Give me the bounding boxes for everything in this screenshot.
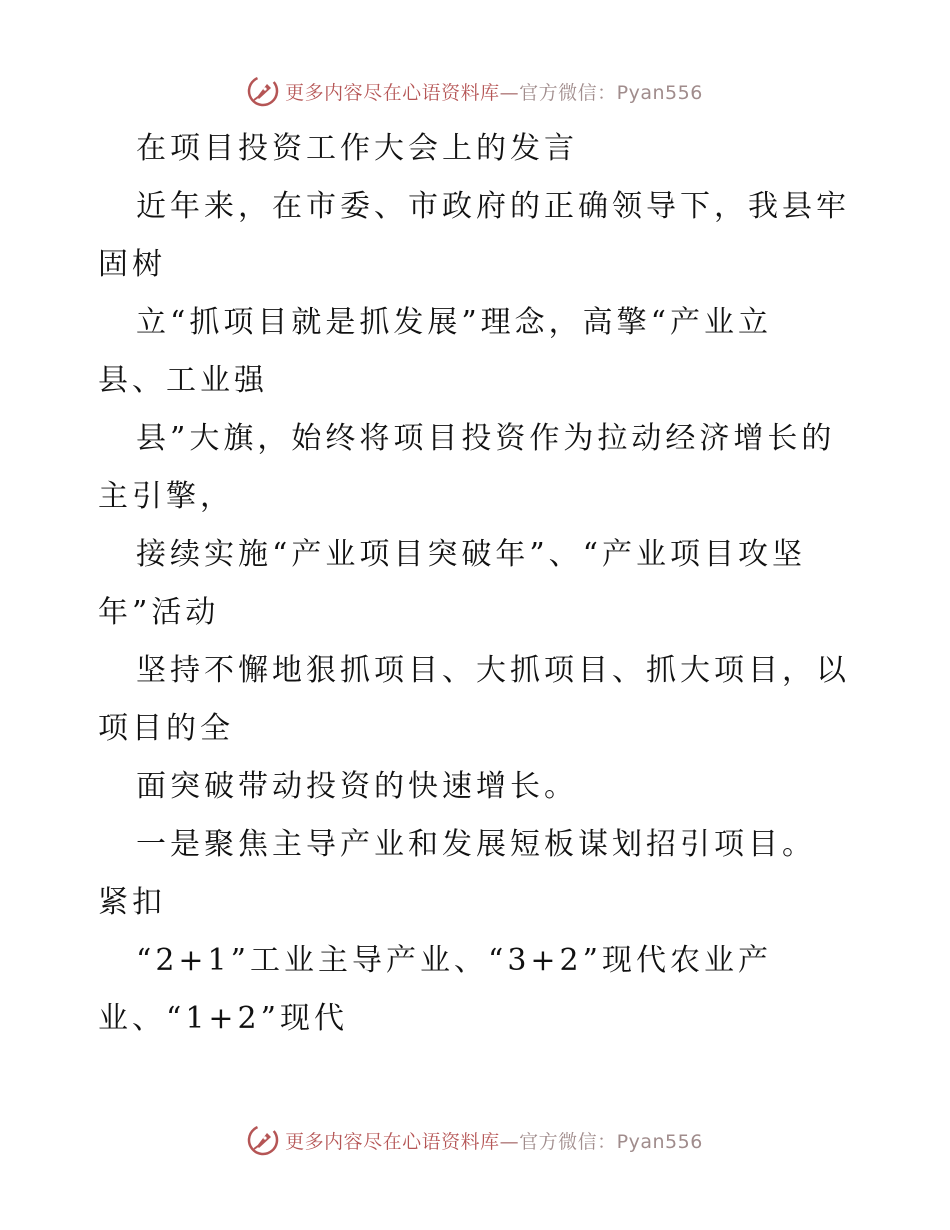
header-watermark xyxy=(0,74,950,108)
paragraph-line: 主引擎， xyxy=(98,479,234,514)
paragraph-line: 固树 xyxy=(98,247,166,282)
fountain-pen-nib-icon xyxy=(247,75,279,107)
paragraph-line: 接续实施“产业项目突破年”、“产业项目攻坚 xyxy=(136,537,807,572)
paragraph-line: “2+1”工业主导产业、“3+2”现代农业产 xyxy=(136,943,772,978)
watermark-text xyxy=(285,1127,703,1154)
document-body xyxy=(98,120,858,1048)
watermark-brand: 更多内容尽在心语资料库 xyxy=(285,81,500,104)
document-title: 在项目投资工作大会上的发言 xyxy=(136,131,578,166)
watermark-text xyxy=(285,78,703,105)
watermark-separator: — xyxy=(499,81,520,104)
watermark-contact: 官方微信：Pyan556 xyxy=(519,81,703,104)
paragraph-line: 立“抓项目就是抓发展”理念，高擎“产业立 xyxy=(136,305,773,340)
paragraph-line: 县、工业强 xyxy=(98,363,268,398)
fountain-pen-nib-icon xyxy=(247,1124,279,1156)
paragraph-line: 业、“1+2”现代 xyxy=(98,1001,348,1036)
watermark-brand: 更多内容尽在心语资料库 xyxy=(285,1130,500,1153)
paragraph-line: 年”活动 xyxy=(98,595,220,630)
paragraph-line: 一是聚焦主导产业和发展短板谋划招引项目。 xyxy=(136,827,816,862)
paragraph-line: 紧扣 xyxy=(98,885,166,920)
paragraph-line: 面突破带动投资的快速增长。 xyxy=(136,769,578,804)
footer-watermark xyxy=(0,1123,950,1157)
paragraph-line: 县”大旗，始终将项目投资作为拉动经济增长的 xyxy=(136,421,836,456)
watermark-contact: 官方微信：Pyan556 xyxy=(519,1130,703,1153)
paragraph-line: 项目的全 xyxy=(98,711,234,746)
paragraph-line: 坚持不懈地狠抓项目、大抓项目、抓大项目，以 xyxy=(136,653,850,688)
paragraph-line: 近年来，在市委、市政府的正确领导下，我县牢 xyxy=(136,189,850,224)
watermark-separator: — xyxy=(499,1130,520,1153)
